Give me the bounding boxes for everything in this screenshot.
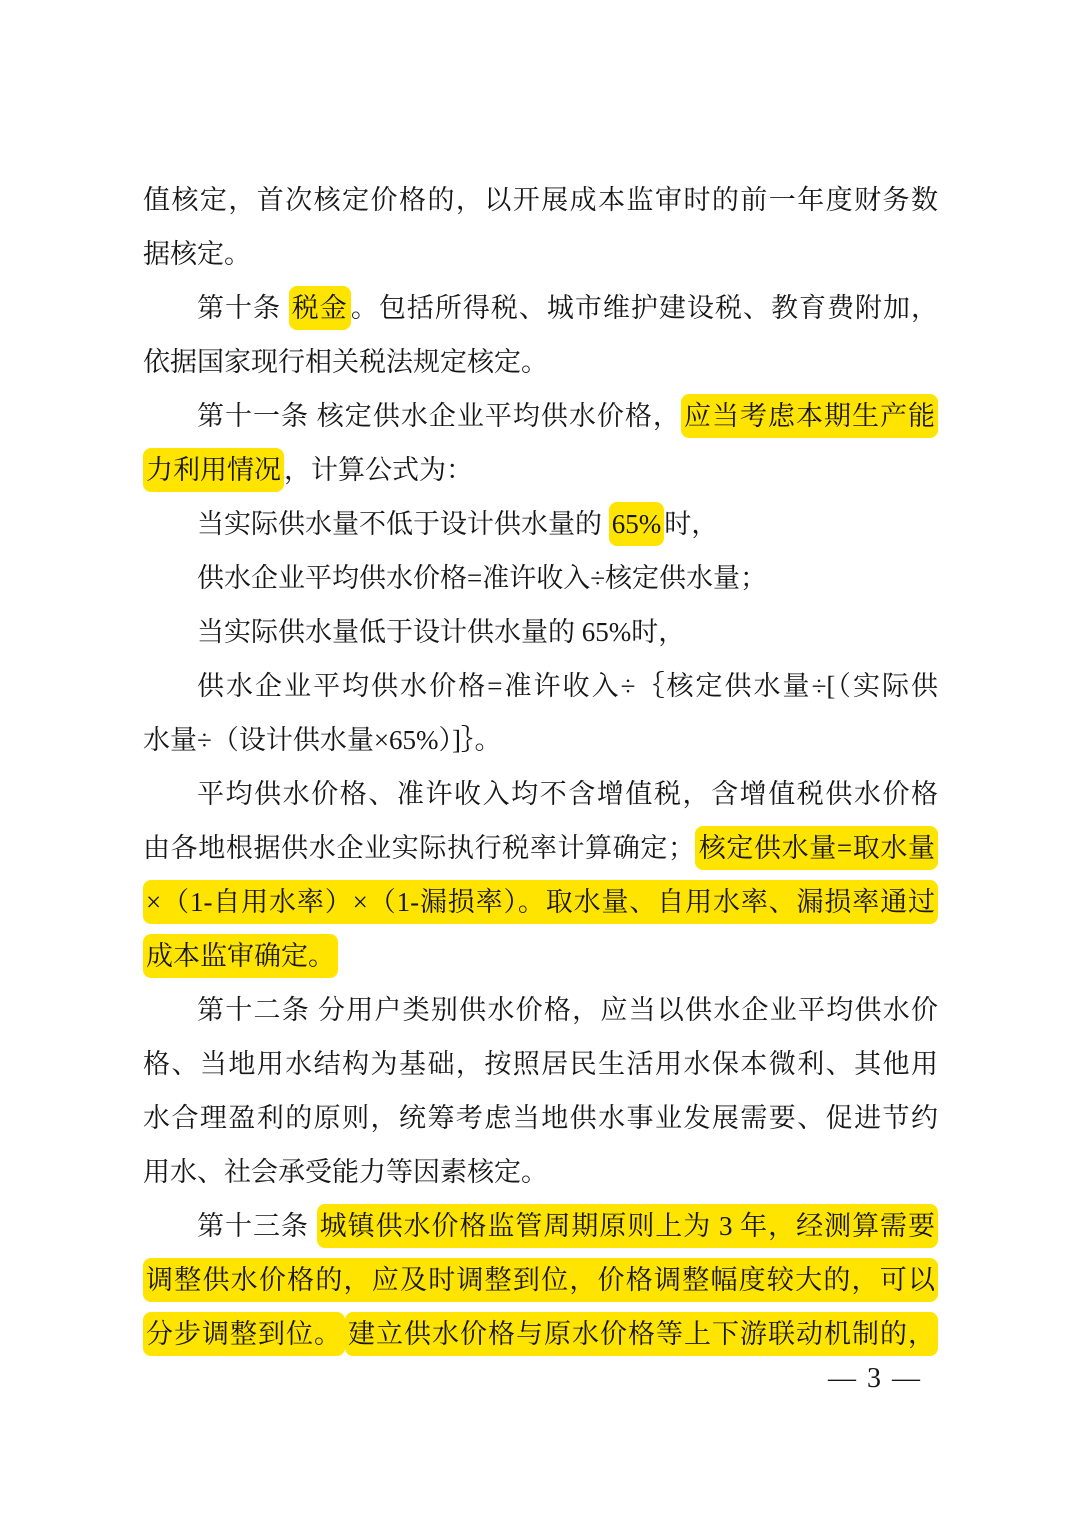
text-line [143, 443, 938, 497]
highlighted-text: 分步调整到位。 [143, 1312, 345, 1356]
text-segment: 平均供水价格、准许收入均不含增值税，含增值税供水价格 [197, 779, 938, 809]
highlighted-text: 核定供水量=取水量 [695, 826, 938, 870]
text-line [143, 929, 938, 983]
highlighted-text: ×（1-自用水率）×（1-漏损率）。取水量、自用水率、漏损率通过 [143, 880, 938, 924]
text-line [143, 983, 938, 1037]
text-line [143, 497, 938, 551]
text-line [143, 605, 938, 659]
text-segment: 第十一条 核定供水企业平均供水价格， [197, 401, 681, 431]
text-segment: 当实际供水量不低于设计供水量的 [197, 509, 609, 539]
text-segment: 当实际供水量低于设计供水量的 65%时， [197, 617, 686, 647]
highlighted-text: 65% [609, 502, 665, 546]
highlighted-text: 城镇供水价格监管周期原则上为 3 年，经测算需要 [317, 1204, 938, 1248]
text-line [143, 1199, 938, 1253]
text-segment: 据核定。 [143, 239, 251, 269]
text-line [143, 335, 938, 389]
highlighted-text: 建立供水价格与原水价格等上下游联动机制的， [345, 1312, 938, 1356]
text-line [143, 281, 938, 335]
text-segment: 值核定，首次核定价格的，以开展成本监审时的前一年度财务数 [143, 185, 938, 215]
text-line [143, 1145, 938, 1199]
text-segment: 第十条 [197, 293, 289, 323]
text-segment: 水合理盈利的原则，统筹考虑当地供水事业发展需要、促进节约 [143, 1103, 938, 1133]
text-line [143, 767, 938, 821]
text-line [143, 389, 938, 443]
page-number: — 3 — [828, 1363, 922, 1394]
text-segment: 水量÷（设计供水量×65%）]｝。 [143, 725, 502, 755]
text-segment: 时， [664, 509, 719, 539]
text-segment: 用水、社会承受能力等因素核定。 [143, 1157, 548, 1187]
text-segment: 供水企业平均供水价格=准许收入÷核定供水量； [197, 563, 768, 593]
text-line [143, 227, 938, 281]
text-segment: 依据国家现行相关税法规定核定。 [143, 347, 548, 377]
highlighted-text: 调整供水价格的，应及时调整到位，价格调整幅度较大的，可以 [143, 1258, 938, 1302]
highlighted-text: 成本监审确定。 [143, 934, 338, 978]
highlighted-text: 力利用情况 [143, 448, 284, 492]
text-line [143, 1091, 938, 1145]
text-segment: 供水企业平均供水价格=准许收入÷｛核定供水量÷[（实际供 [197, 671, 938, 701]
text-segment: ，计算公式为： [284, 455, 473, 485]
text-segment: 第十二条 分用户类别供水价格，应当以供水企业平均供水价 [197, 995, 938, 1025]
text-line [143, 551, 938, 605]
highlighted-text: 税金 [289, 286, 351, 330]
text-line [143, 1307, 938, 1361]
highlighted-text: 应当考虑本期生产能 [681, 394, 938, 438]
text-segment: 。包括所得税、城市维护建设税、教育费附加， [350, 293, 939, 323]
text-line [143, 173, 938, 227]
text-segment: 由各地根据供水企业实际执行税率计算确定； [143, 833, 696, 863]
text-segment: 格、当地用水结构为基础，按照居民生活用水保本微利、其他用 [143, 1049, 938, 1079]
text-line [143, 1253, 938, 1307]
text-segment: 第十三条 [197, 1211, 317, 1241]
document-body [143, 173, 938, 1361]
text-line [143, 659, 938, 713]
text-line [143, 875, 938, 929]
text-line [143, 1037, 938, 1091]
text-line [143, 821, 938, 875]
text-line [143, 713, 938, 767]
